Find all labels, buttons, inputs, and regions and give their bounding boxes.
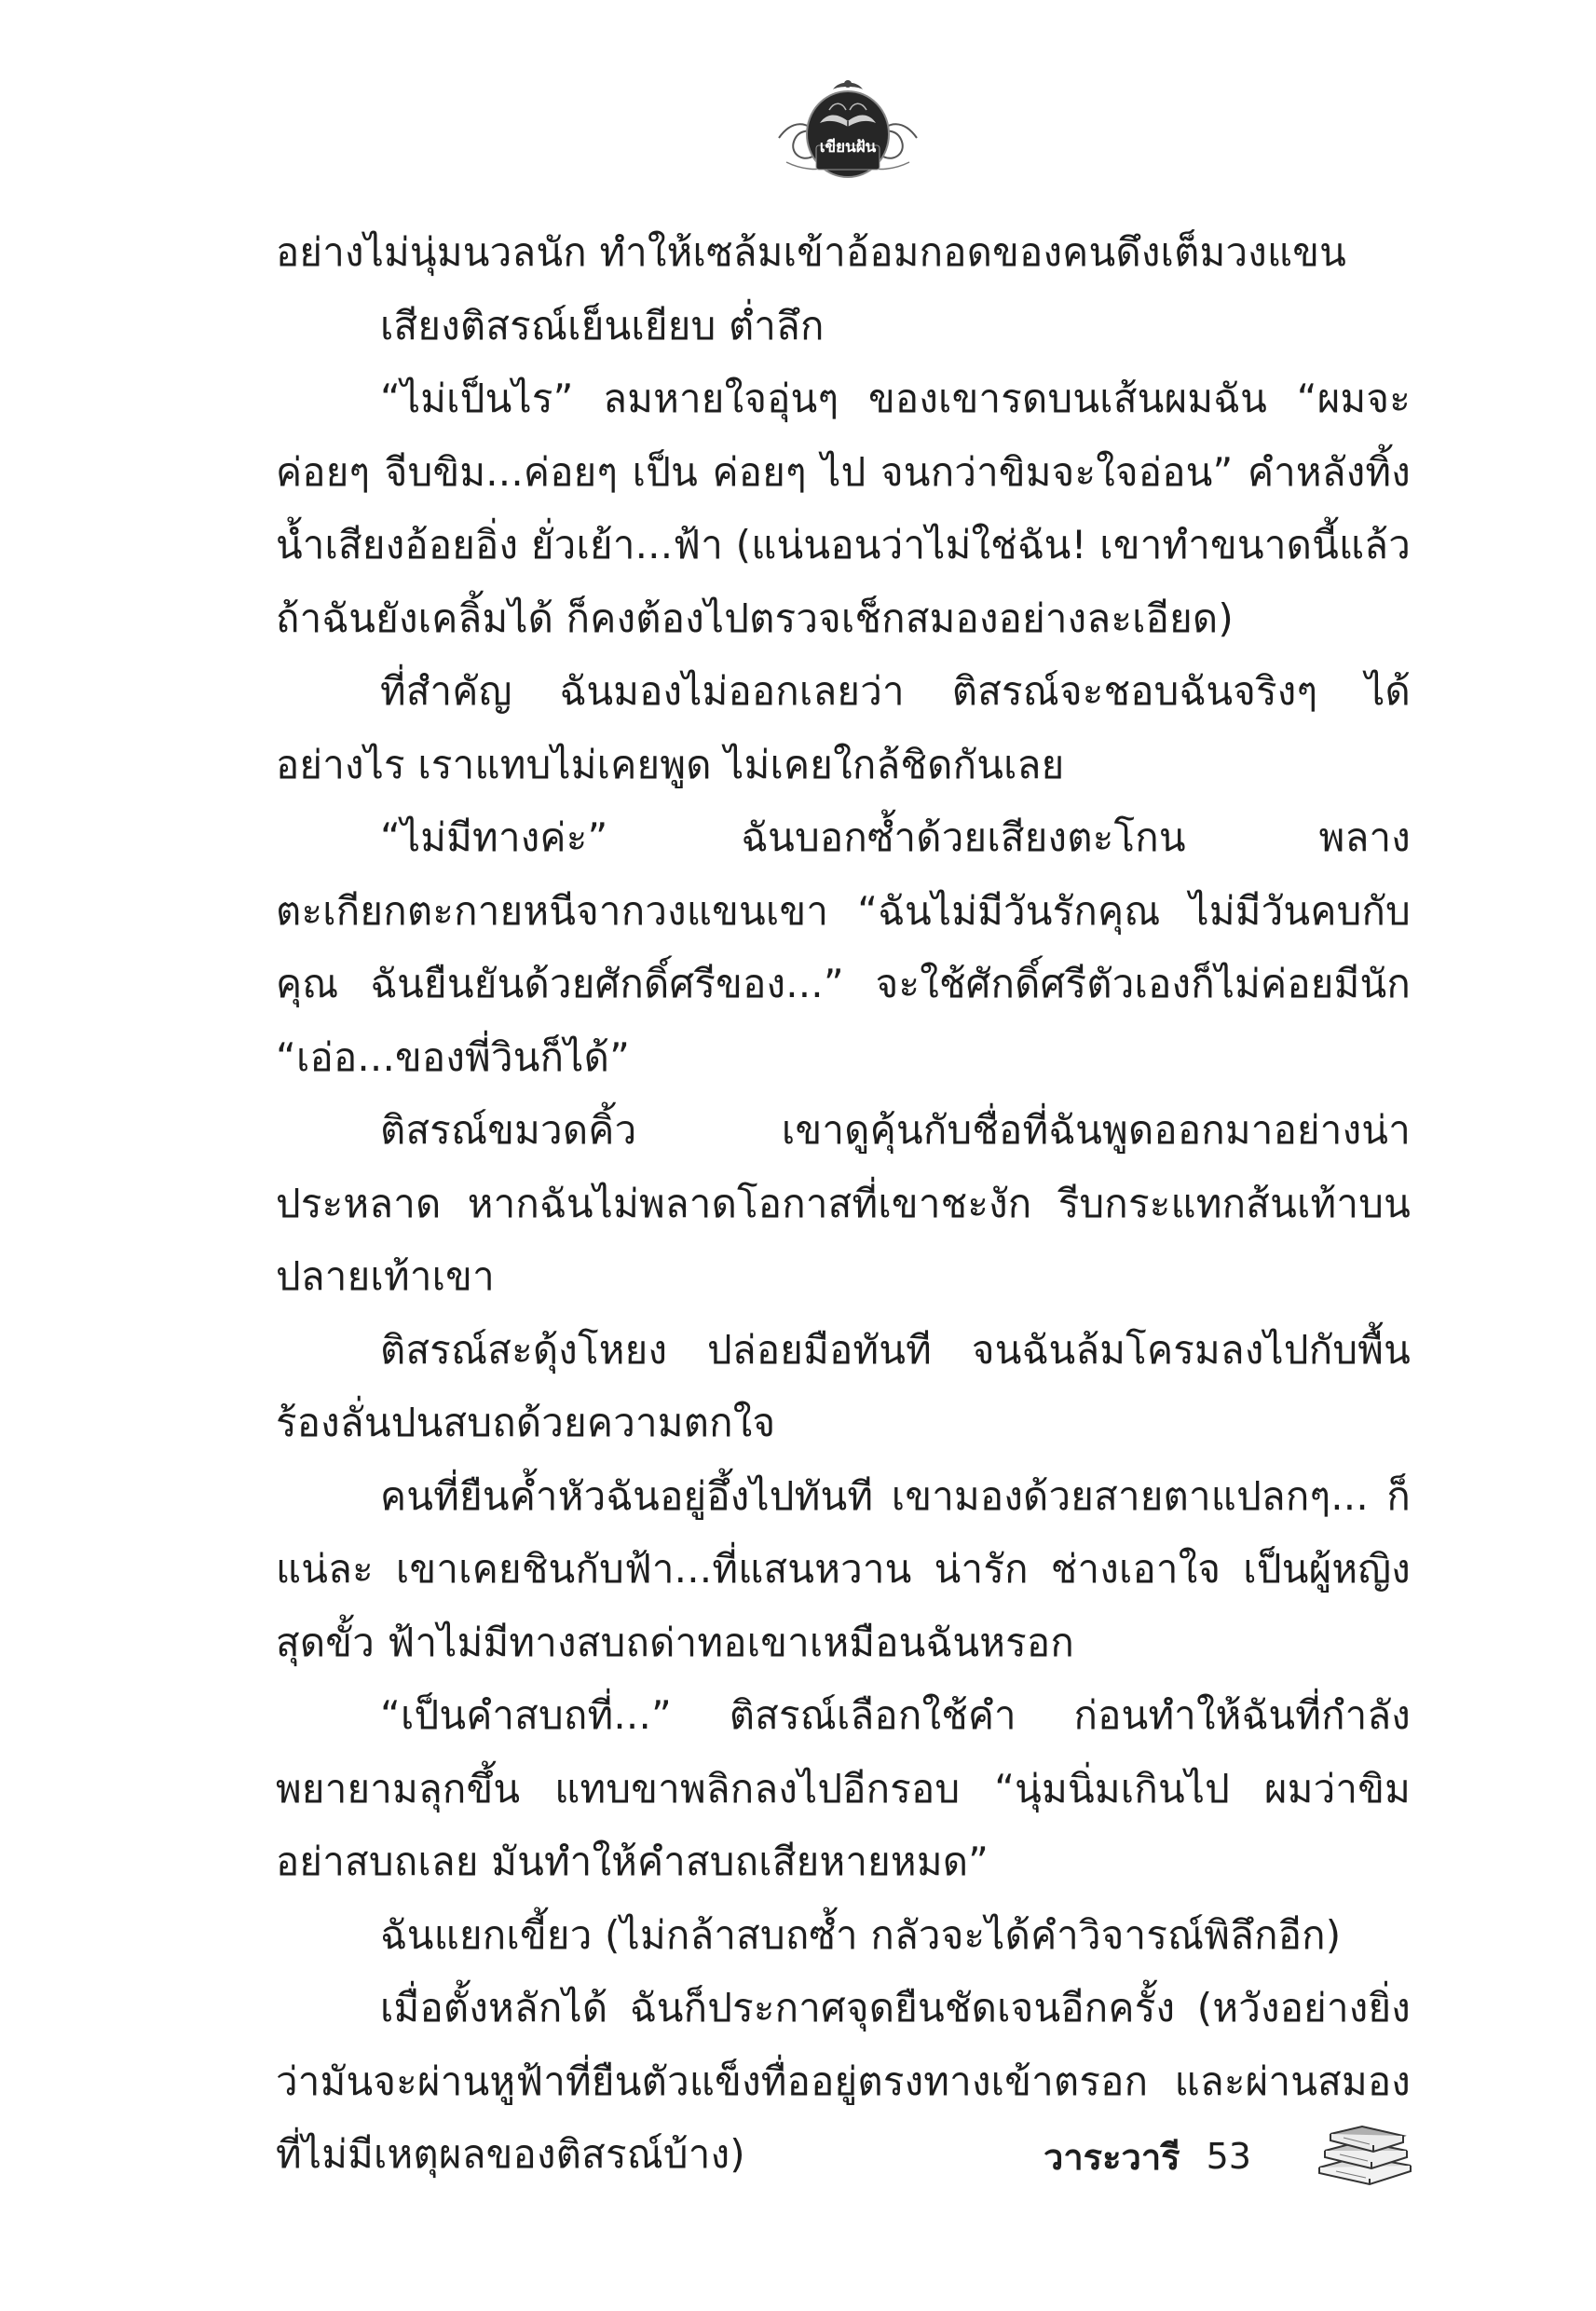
- body-text: [276, 216, 1411, 2192]
- paragraph-1: อย่างไม่นุ่มนวลนัก ทำให้เซล้มเข้าอ้อมกอดของคนดึงเต็มวงแขน: [276, 229, 1347, 275]
- logo-text: เขียนฝัน: [819, 138, 877, 157]
- paragraph-11: เมื่อตั้งหลักได้ ฉันก็ประกาศจุดยืนชัดเจนอีกครั้ง (หวังอย่างยิ่งว่ามันจะผ่านหูฟ้าที่ยืนตัวแข็งทื่ออยู่ตรงทางเข้าตรอก และผ่านสมองที่ไม่มีเหตุผลของติสรณ์บ้าง): [276, 1985, 1411, 2177]
- paragraph-3: “ไม่เป็นไร” ลมหายใจอุ่นๆ ของเขารดบนเส้นผมฉัน “ผมจะค่อยๆ จีบขิม...ค่อยๆ เป็น ค่อยๆ ไป จนกว่าขิมจะใจอ่อน” คำหลังทิ้งน้ำเสียงอ้อยอิ่ง ยั่วเย้า...ฟ้า (แน่นอนว่าไม่ใช่ฉัน! เขาทำขนาดนี้แล้ว ถ้าฉันยังเคลิ้มได้ ก็คงต้องไปตรวจเช็กสมองอย่างละเอียด): [276, 376, 1411, 641]
- paragraph-4: ที่สำคัญ ฉันมองไม่ออกเลยว่า ติสรณ์จะชอบฉันจริงๆ ได้อย่างไร เราแทบไม่เคยพูด ไม่เคยใกล้ชิดกันเลย: [276, 668, 1411, 787]
- publisher-logo-icon: [773, 73, 922, 185]
- book-title: วาระวารี: [1044, 2136, 1180, 2178]
- paragraph-10: ฉันแยกเขี้ยว (ไม่กล้าสบถซ้ำ กลัวจะได้คำวิจารณ์พิลึกอีก): [380, 1911, 1342, 1958]
- paragraph-6: ติสรณ์ขมวดคิ้ว เขาดูคุ้นกับชื่อที่ฉันพูดออกมาอย่างน่าประหลาด หากฉันไม่พลาดโอกาสที่เขาชะงัก รีบกระแทกส้นเท้าบนปลายเท้าเขา: [276, 1107, 1411, 1299]
- stacked-books-icon: [1314, 2113, 1416, 2188]
- paragraph-2: เสียงติสรณ์เย็นเยียบ ต่ำลึก: [380, 302, 825, 349]
- page-number: 53: [1206, 2136, 1251, 2177]
- paragraph-8: คนที่ยืนค้ำหัวฉันอยู่อึ้งไปทันที เขามองด้วยสายตาแปลกๆ... ก็แน่ละ เขาเคยชินกับฟ้า...ที่แสนหวาน น่ารัก ช่างเอาใจ เป็นผู้หญิงสุดขั้ว ฟ้าไม่มีทางสบถด่าทอเขาเหมือนฉันหรอก: [276, 1472, 1411, 1665]
- paragraph-5: “ไม่มีทางค่ะ” ฉันบอกซ้ำด้วยเสียงตะโกน พลางตะเกียกตะกายหนีจากวงแขนเขา “ฉันไม่มีวันรักคุณ ไม่มีวันคบกับคุณ ฉันยืนยันด้วยศักดิ์ศรีของ...” จะใช้ศักดิ์ศรีตัวเองก็ไม่ค่อยมีนัก “เอ่อ...ของพี่วินก็ได้”: [276, 814, 1411, 1080]
- paragraph-9: “เป็นคำสบถที่...” ติสรณ์เลือกใช้คำ ก่อนทำให้ฉันที่กำลังพยายามลุกขึ้น แทบขาพลิกลงไปอีกรอบ “นุ่มนิ่มเกินไป ผมว่าขิมอย่าสบถเลย มันทำให้คำสบถเสียหายหมด”: [276, 1692, 1411, 1884]
- page-footer: [1044, 2128, 1251, 2184]
- paragraph-7: ติสรณ์สะดุ้งโหยง ปล่อยมือทันที จนฉันล้มโครมลงไปกับพื้น ร้องลั่นปนสบถด้วยความตกใจ: [276, 1326, 1411, 1445]
- publisher-logo: [773, 73, 922, 185]
